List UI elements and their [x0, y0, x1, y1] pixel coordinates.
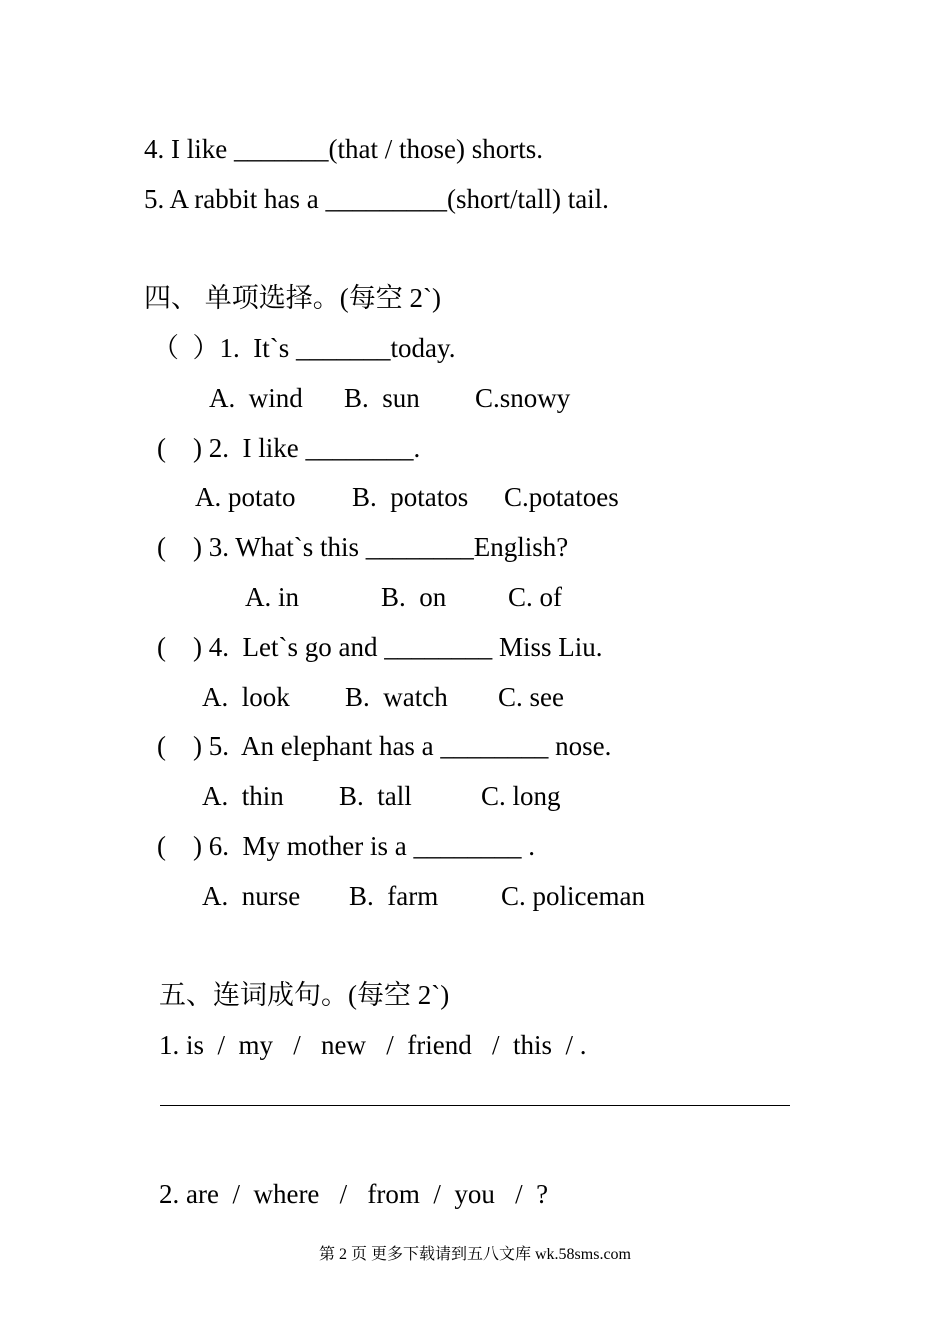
question-1-option-b: B. sun: [344, 383, 420, 413]
question-2-option-b: B. potatos: [352, 482, 469, 512]
question-1-option-a: A. wind: [209, 383, 303, 413]
question-6-option-b: B. farm: [349, 881, 439, 911]
question-3-option-c: C. of: [508, 582, 562, 612]
question-4-stem: ( ) 4. Let`s go and ________ Miss Liu.: [157, 632, 603, 662]
page-footer: 第 2 页 更多下载请到五八文库 wk.58sms.com: [318, 1246, 631, 1263]
question-5-stem: ( ) 5. An elephant has a ________ nose.: [157, 731, 612, 761]
fill-item-4: 4. I like _______(that / those) shorts.: [144, 134, 543, 164]
question-1-stem: （ ）1. It`s _______today.: [152, 333, 456, 363]
question-4-option-b: B. watch: [345, 682, 448, 712]
question-3-option-b: B. on: [381, 582, 447, 612]
question-2-option-c: C.potatoes: [504, 482, 619, 512]
question-5-option-b: B. tall: [339, 781, 412, 811]
question-5-option-a: A. thin: [202, 781, 284, 811]
question-1-option-c: C.snowy: [475, 383, 571, 413]
question-4-option-a: A. look: [202, 682, 290, 712]
fill-item-5: 5. A rabbit has a _________(short/tall) tail.: [144, 184, 609, 214]
question-4-option-c: C. see: [498, 682, 564, 712]
question-2-stem: ( ) 2. I like ________.: [157, 433, 421, 463]
section-5-title: 五、连词成句。(每空 2`): [159, 980, 450, 1010]
sentence-item-2: 2. are / where / from / you / ?: [159, 1179, 549, 1209]
sentence-item-1: 1. is / my / new / friend / this / .: [159, 1030, 587, 1060]
question-3-stem: ( ) 3. What`s this ________English?: [157, 532, 569, 562]
question-6-stem: ( ) 6. My mother is a ________ .: [157, 831, 535, 861]
question-3-option-a: A. in: [245, 582, 299, 612]
question-5-option-c: C. long: [481, 781, 561, 811]
question-6-option-c: C. policeman: [501, 881, 645, 911]
question-6-option-a: A. nurse: [202, 881, 301, 911]
question-2-option-a: A. potato: [195, 482, 296, 512]
section-4-title: 四、 单项选择。(每空 2`): [144, 283, 441, 313]
answer-line: [160, 1105, 790, 1106]
